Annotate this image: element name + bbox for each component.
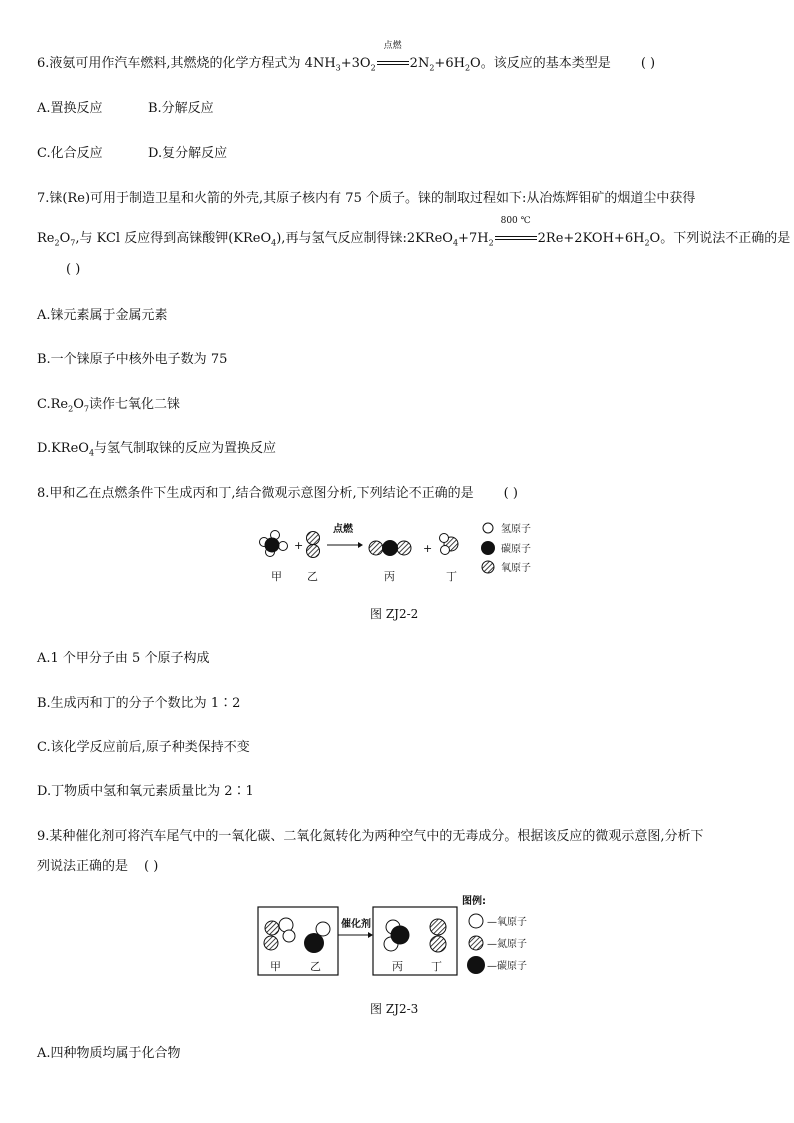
molecule-ding — [440, 534, 459, 555]
reaction-condition-label: 点燃 — [333, 524, 353, 535]
legend-oxygen: —氧原子 — [487, 917, 527, 928]
q6-option-b: B.分解反应 — [148, 101, 214, 116]
q6-reaction-arrow: 点燃 — [376, 55, 410, 73]
q7-stem-line2: $Re_2O_7$,与 KCl 反应得到高铼酸钾(KReO$_4$),再与氢气反应制得铼$:2KReO_4+7H_2$ 800 ℃ $2Re+2KOH+6H_2O$。下列说法不正确的是 — [37, 216, 791, 248]
legend-carbon: —碳原子 — [487, 961, 527, 972]
q6-stem: 6.液氨可用作汽车燃料,其燃烧的化学方程式为 $4NH_3+3O_2$ 点燃 $2N_2+6H_2O$。该反应的基本类型是 ( ) — [37, 41, 656, 73]
legend-carbon: 碳原子 — [501, 544, 531, 555]
reaction-condition-label: 催化剂 — [341, 919, 371, 930]
legend — [462, 894, 527, 974]
legend-hydrogen: 氢原子 — [501, 524, 531, 535]
q7-reaction-arrow: 800 ℃ — [494, 230, 538, 248]
label-ding: 丁 — [446, 570, 457, 583]
q7-option-a: A.铼元素属于金属元素 — [37, 308, 168, 323]
q9-answer-paren: ( ) — [144, 859, 159, 874]
legend-oxygen: 氧原子 — [501, 563, 531, 574]
legend-nitrogen: —氮原子 — [487, 939, 527, 950]
figure-caption-zj2-3: 图 ZJ2-3 — [370, 1002, 419, 1016]
q6-answer-paren: ( ) — [640, 56, 656, 71]
q7-option-d: D.KReO$_4$与氢气制取铼的反应为置换反应 — [37, 441, 277, 458]
label-jia: 甲 — [271, 570, 282, 583]
q8-stem: 8.甲和乙在点燃条件下生成丙和丁,结合微观示意图分析,下列结论不正确的是 ( ) — [37, 486, 518, 501]
plus-sign: + — [423, 542, 433, 555]
q9-reaction-diagram — [256, 893, 546, 978]
q6-option-c: C.化合反应 — [37, 146, 103, 161]
q6-option-a: A.置换反应 — [37, 101, 103, 116]
q9-stem-line1: 9.某种催化剂可将汽车尾气中的一氧化碳、二氧化氮转化为两种空气中的无毒成分。根据该反应的微观示意图,分析下 — [37, 829, 704, 844]
molecule-bing — [369, 540, 411, 556]
q8-reaction-diagram — [255, 518, 545, 588]
q8-option-a: A.1 个甲分子由 5 个原子构成 — [37, 651, 210, 666]
label-bing: 丙 — [392, 960, 403, 973]
q9-stem-line2: 列说法正确的是 ( ) — [37, 859, 159, 874]
q7-stem-line1: 7.铼(Re)可用于制造卫星和火箭的外壳,其原子核内有 75 个质子。铼的制取过程如下:从冶炼辉钼矿的烟道尘中获得 — [37, 191, 696, 206]
label-yi: 乙 — [310, 960, 321, 973]
q6-option-d: D.复分解反应 — [148, 146, 228, 161]
q7-option-b: B.一个铼原子中核外电子数为 75 — [37, 352, 228, 367]
q8-option-c: C.该化学反应前后,原子种类保持不变 — [37, 740, 250, 755]
plus-sign: + — [294, 539, 304, 552]
label-jia: 甲 — [270, 960, 281, 973]
q9-option-a: A.四种物质均属于化合物 — [37, 1046, 181, 1061]
label-ding: 丁 — [431, 960, 442, 973]
label-bing: 丙 — [384, 570, 395, 583]
molecule-jia — [260, 531, 288, 557]
q8-option-b: B.生成丙和丁的分子个数比为 1∶2 — [37, 696, 241, 711]
figure-caption-zj2-2: 图 ZJ2-2 — [370, 607, 419, 621]
q8-answer-paren: ( ) — [503, 486, 518, 501]
q8-option-d: D.丁物质中氢和氧元素质量比为 2∶1 — [37, 784, 254, 799]
legend — [481, 522, 531, 574]
molecule-yi — [307, 532, 320, 558]
q7-answer-paren: ( ) — [66, 262, 81, 277]
legend-title: 图例: — [462, 896, 486, 907]
q7-option-c: $C.Re_2O_7$读作七氧化二铼 — [37, 397, 180, 414]
label-yi: 乙 — [307, 570, 318, 583]
